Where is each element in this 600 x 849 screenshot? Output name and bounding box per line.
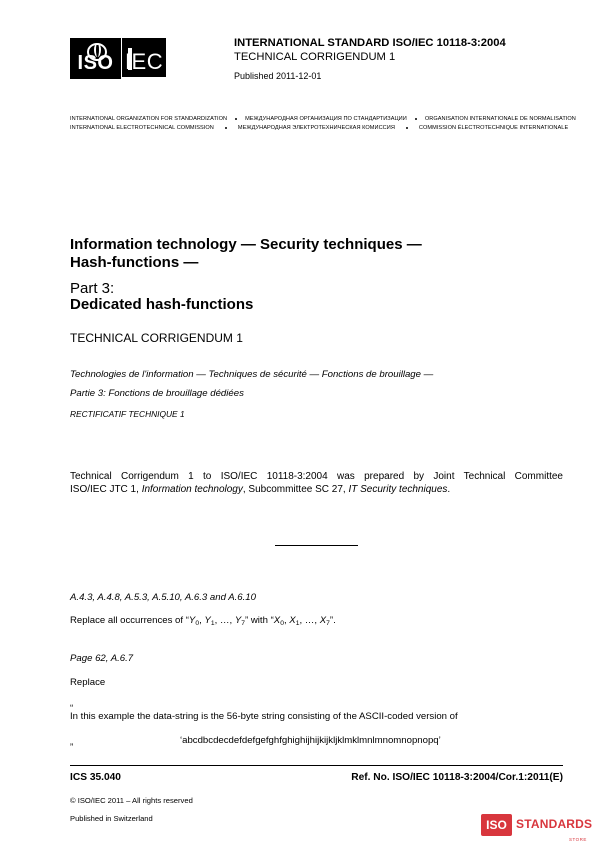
french-corrigendum: RECTIFICATIF TECHNIQUE 1 — [70, 409, 185, 419]
text: … — [304, 615, 315, 626]
intro-text: , Subcommittee SC 27, — [242, 484, 349, 495]
bullet-icon — [415, 118, 417, 120]
example-string: ‘abcdbcdecdefdefgefghfghighijhijkijkljklmklmnlmnomnopnopq’ — [180, 735, 441, 746]
org-name: INTERNATIONAL ELECTROTECHNICAL COMMISSION — [70, 125, 214, 131]
iso-standards-store-logo — [481, 814, 593, 845]
bullet-icon — [235, 118, 237, 120]
section-ref-2: Page 62, A.6.7 — [70, 653, 134, 664]
org-name: МЕЖДУНАРОДНАЯ ОРГАНИЗАЦИЯ ПО СТАНДАРТИЗАЦИИ — [245, 116, 407, 122]
subscript: 0 — [195, 620, 200, 627]
var: X — [319, 615, 327, 626]
replace-label: Replace — [70, 677, 106, 688]
var: Y — [188, 615, 196, 626]
title-line-1: Information technology — Security techniques — — [70, 236, 422, 253]
divider — [275, 545, 358, 546]
orgs-row-2 — [70, 125, 568, 131]
text: , — [299, 615, 305, 626]
iso-logo — [70, 38, 121, 79]
org-name: INTERNATIONAL ORGANIZATION FOR STANDARDIZATION — [70, 116, 228, 122]
text: Replace all occurrences of “ — [70, 615, 189, 626]
var: X — [289, 615, 296, 626]
org-name: COMMISSION ÉLECTROTECHNIQUE INTERNATIONALE — [418, 125, 569, 131]
french-title-1: Technologies de l'information — Techniques de sécurité — Fonctions de brouillage — — [70, 369, 434, 380]
corrigendum-label: TECHNICAL CORRIGENDUM 1 — [234, 51, 396, 63]
intro-line-1: Technical Corrigendum 1 to ISO/IEC 10118-3:2004 was prepared by Joint Technical Committee — [70, 471, 563, 482]
subscript: 7 — [241, 620, 246, 627]
reference-number: Ref. No. ISO/IEC 10118-3:2004/Cor.1:2011(E) — [351, 772, 563, 783]
open-quote: “ — [70, 703, 74, 714]
store-standards-text: STANDARDS — [516, 817, 593, 831]
bullet-icon — [406, 127, 408, 129]
text: ” with “ — [245, 615, 274, 626]
text: , — [214, 615, 220, 626]
part-title: Dedicated hash-functions — [70, 296, 254, 313]
ics-code: ICS 35.040 — [70, 772, 121, 783]
text: ”. — [329, 615, 336, 626]
org-name: МЕЖДУНАРОДНАЯ ЭЛЕКТРОТЕХНИЧЕСКАЯ КОМИССИЯ — [237, 125, 395, 131]
close-quote: ” — [70, 742, 74, 753]
footer-rule — [70, 765, 563, 766]
corrigendum-heading: TECHNICAL CORRIGENDUM 1 — [70, 331, 243, 345]
title-line-2: Hash-functions — — [70, 254, 199, 271]
var: X — [273, 615, 281, 626]
document-title — [70, 236, 422, 272]
subscript: 1 — [210, 620, 215, 627]
text: , — [199, 615, 205, 626]
french-title-2: Partie 3: Fonctions de brouillage dédiées — [70, 388, 244, 399]
orgs-row-1 — [70, 116, 576, 122]
iso-logo-text: ISO — [77, 52, 114, 74]
published-in: Published in Switzerland — [70, 814, 153, 823]
subscript: 7 — [326, 620, 330, 627]
subscript: 1 — [295, 620, 300, 627]
store-iso-badge: ISO — [481, 814, 512, 836]
store-small-text: STORE — [569, 837, 587, 842]
text: , — [229, 615, 235, 626]
var: Y — [234, 615, 242, 626]
org-name: ORGANISATION INTERNATIONALE DE NORMALISATION — [424, 116, 576, 122]
intro-emph: IT Security techniques — [348, 484, 448, 495]
var: Y — [204, 615, 211, 626]
text: … — [219, 615, 230, 626]
intro-text: . — [447, 484, 451, 495]
iec-logo — [122, 38, 166, 77]
replace-instruction — [70, 615, 336, 627]
bullet-icon — [225, 127, 227, 129]
part-label: Part 3: — [70, 280, 115, 297]
subscript: 0 — [280, 620, 284, 627]
copyright: © ISO/IEC 2011 – All rights reserved — [70, 796, 193, 805]
text: , — [283, 615, 290, 626]
intro-emph: Information technology — [141, 484, 243, 495]
text: , — [314, 615, 320, 626]
standard-title: INTERNATIONAL STANDARD ISO/IEC 10118-3:2004 — [234, 37, 506, 49]
section-ref-1: A.4.3, A.4.8, A.5.3, A.5.10, A.6.3 and A.6.10 — [70, 592, 256, 603]
intro-text: ISO/IEC JTC 1, — [70, 484, 142, 495]
intro-paragraph — [70, 470, 563, 496]
published-date: Published 2011-12-01 — [234, 71, 322, 81]
iec-logo-text: IEC — [124, 49, 164, 74]
example-text: In this example the data-string is the 56-byte string consisting of the ASCII-coded version of — [70, 711, 458, 722]
